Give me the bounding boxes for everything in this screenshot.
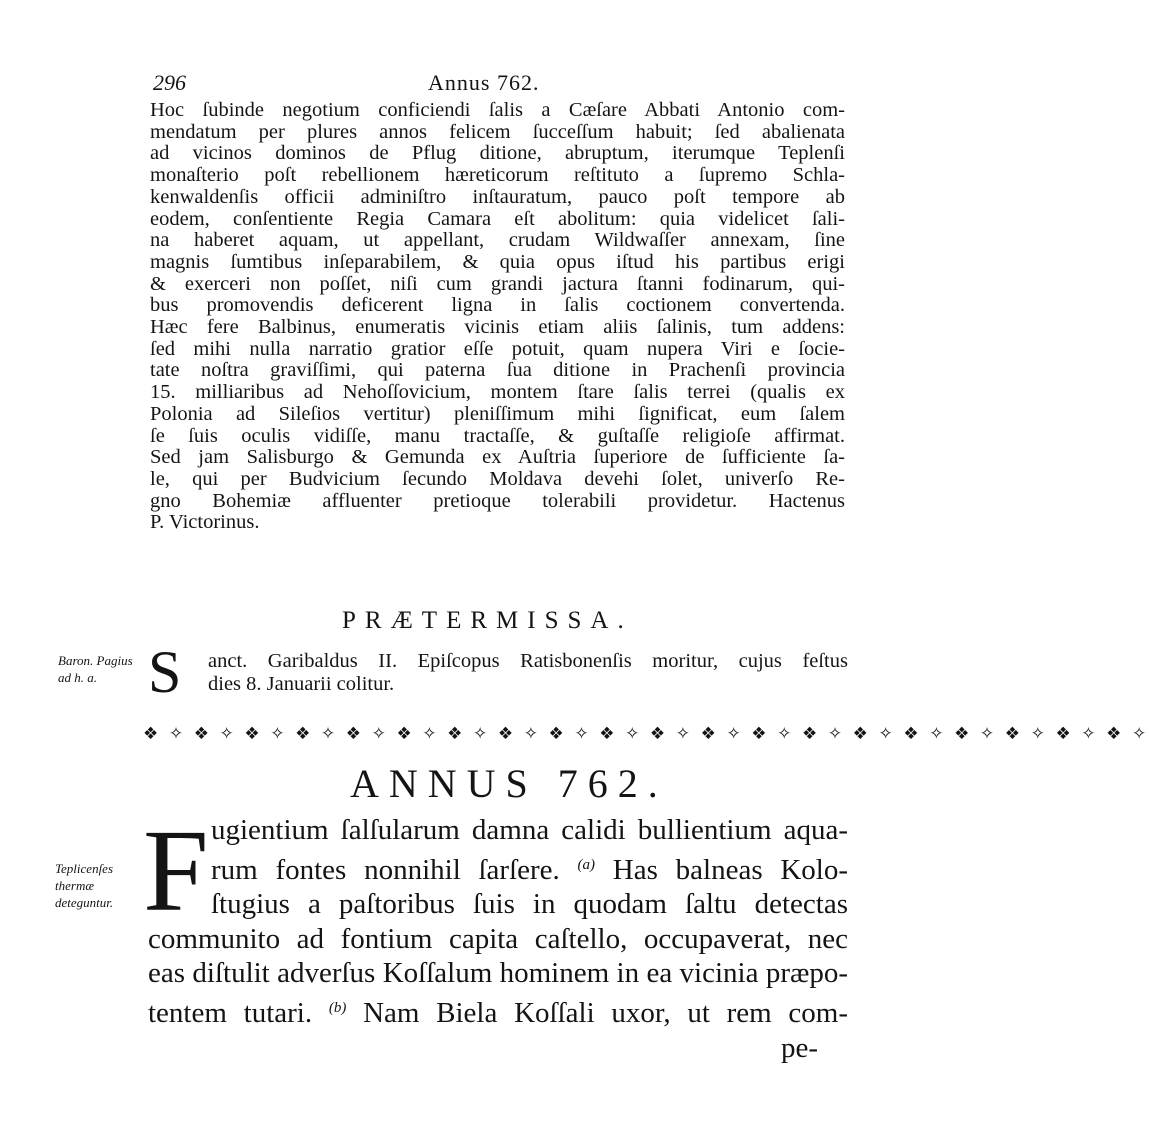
text-run: tentem tutari. (148, 996, 313, 1029)
text-line: na haberet aquam, ut appellant, crudam Wildwaſſer annexam, ſine (150, 229, 845, 252)
text-line (148, 848, 848, 888)
body-text-block (150, 100, 845, 534)
text-line: communito ad fontium capita caſtello, occupaverat, nec (148, 922, 848, 955)
text-line: tate noſtra graviſſimi, qui paterna ſua ditione in Prachenſi provincia (150, 359, 845, 382)
text-line: dies 8. Januarii colitur. (208, 673, 395, 695)
text-run: rum fontes nonnihil ſarſere. (211, 853, 560, 886)
text-line: magnis ſumtibus inſeparabilem, & quia opus iſtud his partibus erigi (150, 250, 845, 273)
catchword: pe- (780, 1031, 818, 1064)
drop-cap: S (148, 639, 182, 705)
footnote-marker[interactable]: (b) (328, 999, 347, 1016)
year-heading: ANNUS 762. (350, 761, 668, 806)
text-line: Polonia ad Sileſios vertitur) pleniſſimum mihi ſignificat, eum ſalem (150, 402, 845, 425)
page-number: 296 (153, 70, 186, 95)
text-line: gno Bohemiæ affluenter pretioque tolerabili providetur. Hactenus (150, 489, 845, 512)
text-line: ad vicinos dominos de Pflug ditione, abruptum, iterumque Teplenſi (150, 142, 845, 165)
footnote-marker[interactable]: (a) (577, 856, 596, 873)
ornament-divider: ❖ ✧ ❖ ✧ ❖ ✧ ❖ ✧ ❖ ✧ ❖ ✧ ❖ ✧ ❖ ✧ ❖ ✧ ❖ ✧ ❖ ✧ ❖ ✧ ❖ ✧ ❖ ✧ ❖ ✧ ❖ ✧ ❖ ✧ ❖ ✧ ❖ ✧ ❖ ✧ (143, 724, 1149, 744)
running-head: Annus 762. (428, 70, 540, 95)
text-line: 15. milliaribus ad Nehoſſovicium, montem ſtare ſalis terrei (qualis ex (150, 381, 845, 404)
text-line: ſed mihi nulla narratio gratior eſſe potuit, quam nupera Viri e ſocie- (150, 337, 845, 360)
praetermissa-paragraph (208, 650, 848, 696)
margin-note: Baron. Pagius ad h. a. (58, 653, 133, 685)
text-line: bus promovendis deficerent ligna in ſalis coctionem convertenda. (150, 294, 845, 317)
text-run: Nam Biela Koſſali uxor, ut rem com- (363, 996, 849, 1029)
year-paragraph (148, 813, 848, 1065)
text-line: P. Victorinus. (150, 511, 260, 534)
section-heading-praetermissa: PRÆTERMISSA. (342, 607, 633, 634)
text-line: kenwaldenſis officii adminiſtro inſtauratum, pauco poſt tempore ab (150, 185, 845, 208)
text-line: monaſterio poſt rebellionem hæreticorum reſtituto a ſupremo Schla- (150, 164, 845, 187)
text-line: ugientium ſalſularum damna calidi bullientium aqua- (211, 814, 848, 846)
text-line: anct. Garibaldus II. Epiſcopus Ratisbonenſis moritur, cujus feſtus (208, 650, 848, 672)
text-run: Has balneas Kolo- (612, 853, 849, 886)
text-line: le, qui per Budvicium ſecundo Moldava devehi ſolet, univerſo Re- (150, 467, 845, 490)
text-line: eodem, conſentiente Regia Camara eſt abolitum: quia videlicet ſali- (150, 207, 845, 230)
drop-cap: F (143, 805, 209, 936)
text-line: Sed jam Salisburgo & Gemunda ex Auſtria ſuperiore de ſufficiente ſa- (150, 446, 845, 469)
text-line: mendatum per plures annos felicem ſucceſſum habuit; ſed abalienata (150, 120, 845, 143)
text-line: ſtugius a paſtoribus ſuis in quodam ſaltu detectas (211, 888, 848, 921)
text-line: ſe ſuis oculis vidiſſe, manu tractaſſe, & guſtaſſe religioſe affirmat. (150, 424, 845, 447)
text-line: Hoc ſubinde negotium conficiendi ſalis a Cæſare Abbati Antonio com- (150, 99, 845, 121)
text-line: Hæc fere Balbinus, enumeratis vicinis etiam aliis ſalinis, tum addens: (150, 316, 845, 339)
text-line: eas diſtulit adverſus Koſſalum hominem in ea vicinia præpo- (148, 957, 848, 990)
margin-note: Teplicenſes thermæ deteguntur. (55, 861, 114, 910)
text-line: & exerceri non poſſet, niſi cum grandi jactura ſtanni fodinarum, qui- (150, 272, 845, 295)
text-line (148, 991, 848, 1031)
